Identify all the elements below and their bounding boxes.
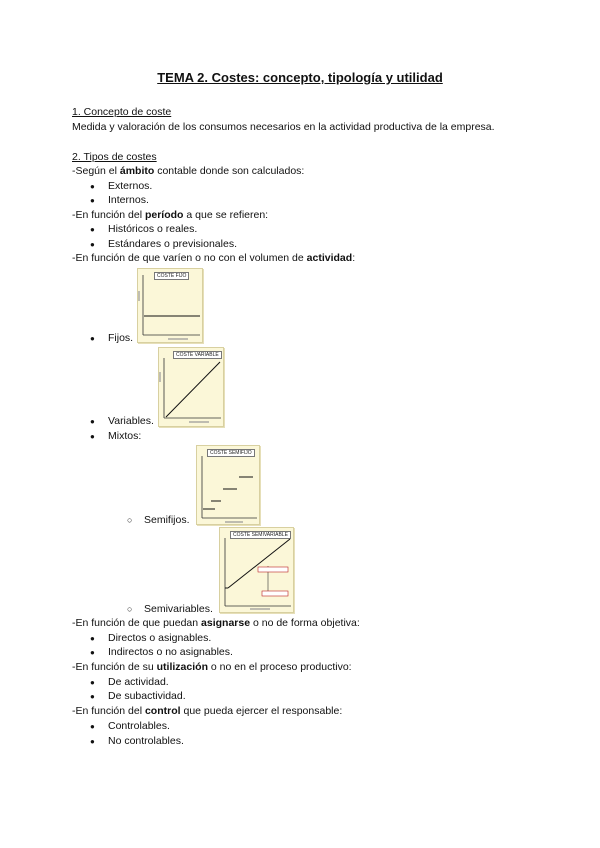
fixed-cost-chart bbox=[137, 268, 203, 343]
list-item: ● Internos. bbox=[108, 194, 149, 207]
utilizacion-line: -En función de su utilización o no en el proceso productivo: bbox=[72, 661, 352, 673]
chart-title: COSTE SEMIVARIABLE bbox=[230, 531, 291, 539]
annotation-box-1 bbox=[258, 567, 288, 572]
list-item-mixtos: ● Mixtos: bbox=[108, 430, 141, 443]
actividad-line: -En función de que varíen o no con el volumen de actividad: bbox=[72, 252, 356, 264]
list-item-semifijos: ○ Semifijos. bbox=[144, 514, 190, 527]
chart-title: COSTE VARIABLE bbox=[173, 351, 222, 359]
chart-title: COSTE FIJO bbox=[154, 272, 189, 280]
list-item: ● No controlables. bbox=[108, 735, 184, 748]
ambito-line: -Según el ámbito contable donde son calculados: bbox=[72, 165, 305, 177]
list-item: ● Indirectos o no asignables. bbox=[108, 646, 233, 659]
list-item: ● De actividad. bbox=[108, 676, 169, 689]
variable-cost-plot bbox=[159, 348, 223, 426]
list-item-variables: ● Variables. bbox=[108, 415, 154, 428]
list-item: ● Controlables. bbox=[108, 720, 170, 733]
variable-cost-chart bbox=[158, 347, 224, 427]
control-line: -En función del control que pueda ejercer el responsable: bbox=[72, 705, 343, 717]
fixed-cost-plot bbox=[138, 269, 202, 342]
list-item: ● De subactividad. bbox=[108, 690, 186, 703]
list-item: ● Históricos o reales. bbox=[108, 223, 197, 236]
asignarse-line: -En función de que puedan asignarse o no de forma objetiva: bbox=[72, 617, 360, 629]
semivariable-cost-chart bbox=[219, 527, 294, 613]
list-item-semivariables: ○ Semivariables. bbox=[144, 603, 213, 616]
section1-text: Medida y valoración de los consumos necesarios en la actividad productiva de la empresa. bbox=[72, 121, 495, 133]
semivariable-cost-plot bbox=[220, 528, 293, 612]
section2-heading: 2. Tipos de costes bbox=[72, 151, 157, 163]
page-title: TEMA 2. Costes: concepto, tipología y utilidad bbox=[157, 70, 443, 85]
list-item-fijos: ● Fijos. bbox=[108, 332, 133, 345]
semifixed-cost-plot bbox=[197, 446, 259, 524]
semifixed-cost-chart bbox=[196, 445, 260, 525]
list-item: ● Estándares o previsionales. bbox=[108, 238, 237, 251]
cost-line bbox=[228, 539, 290, 588]
annotation-box-2 bbox=[262, 591, 288, 596]
list-item: ● Directos o asignables. bbox=[108, 632, 211, 645]
chart-title: COSTE SEMIFIJO bbox=[207, 449, 255, 457]
section1-heading: 1. Concepto de coste bbox=[72, 106, 172, 118]
list-item: ● Externos. bbox=[108, 180, 152, 193]
periodo-line: -En función del período a que se refieren: bbox=[72, 209, 269, 221]
cost-line bbox=[166, 362, 220, 417]
